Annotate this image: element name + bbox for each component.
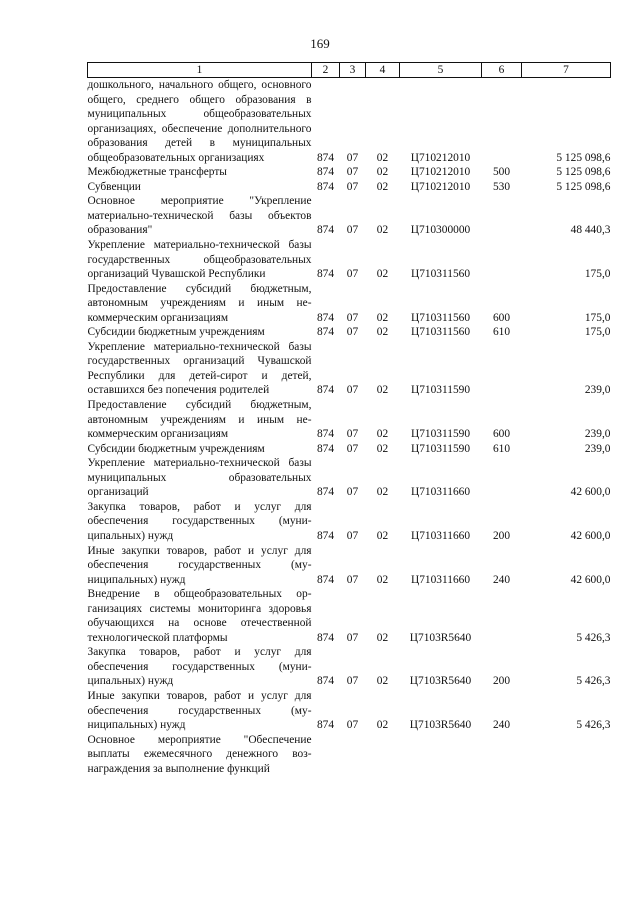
table-row xyxy=(88,194,611,238)
table-row xyxy=(88,165,611,180)
row-name-cell: Основное мероприятие "Обеспечение выплаты ежемесячного денежного вознаграждения за выполнение функций xyxy=(87,733,312,775)
ministry-code-cell: 874 xyxy=(316,311,335,324)
subsection-code-cell: 02 xyxy=(376,675,389,688)
column-header: 4 xyxy=(366,63,400,78)
ministry-code-cell: 874 xyxy=(316,675,335,688)
subsection-code-cell: 02 xyxy=(376,151,389,164)
expense-type-cell xyxy=(482,238,522,282)
expense-type-cell xyxy=(482,78,522,166)
amount-cell: 5 125 098,6 xyxy=(556,166,611,179)
ministry-code-cell: 874 xyxy=(316,384,335,397)
table-row xyxy=(88,645,611,689)
target-article-cell: Ц710311560 xyxy=(410,311,471,324)
table-row xyxy=(88,689,611,733)
table-row xyxy=(88,238,611,282)
amount-cell: 175,0 xyxy=(584,326,611,339)
subsection-code-cell: 02 xyxy=(376,180,389,193)
row-name-cell: Укрепление материально-технической базы государственных организаций Чувашской Республики для детей-сирот и детей, оставшихся без попечения родителей xyxy=(87,340,312,397)
target-article-cell: Ц710311560 xyxy=(410,326,471,339)
column-header: 3 xyxy=(340,63,366,78)
expense-type-cell xyxy=(482,587,522,645)
amount-cell: 5 426,3 xyxy=(576,719,611,732)
amount-cell: 5 426,3 xyxy=(576,631,611,644)
ministry-code-cell: 874 xyxy=(316,224,335,237)
amount-cell: 42 600,0 xyxy=(570,529,611,542)
row-name-cell: Укрепление материально-технической базы государственных общеобразовательных организаций Чувашской Республики xyxy=(87,239,312,281)
subsection-code-cell: 02 xyxy=(376,268,389,281)
ministry-code-cell: 874 xyxy=(316,180,335,193)
target-article-cell: Ц710311590 xyxy=(410,428,471,441)
expense-type-cell: 610 xyxy=(492,326,511,339)
section-code-cell: 07 xyxy=(346,719,359,732)
row-name-cell: Внедрение в общеобразовательных организациях системы мониторинга здоровья обучающихся на основе отечественной технологической платформы xyxy=(87,588,312,644)
expense-type-cell xyxy=(482,733,522,777)
target-article-cell: Ц7103R5640 xyxy=(409,675,472,688)
section-code-cell: 07 xyxy=(346,180,359,193)
ministry-code-cell: 874 xyxy=(316,631,335,644)
expense-type-cell xyxy=(482,456,522,500)
section-code-cell xyxy=(340,733,366,777)
subsection-code-cell: 02 xyxy=(376,166,389,179)
section-code-cell: 07 xyxy=(346,428,359,441)
amount-cell: 5 125 098,6 xyxy=(556,151,611,164)
section-code-cell: 07 xyxy=(346,486,359,499)
subsection-code-cell: 02 xyxy=(376,384,389,397)
row-name-cell: Субсидии бюджетным учреждениям xyxy=(87,442,265,455)
target-article-cell: Ц710311590 xyxy=(410,384,471,397)
table-row xyxy=(88,500,611,544)
section-code-cell: 07 xyxy=(346,268,359,281)
section-code-cell: 07 xyxy=(346,631,359,644)
column-header: 2 xyxy=(312,63,340,78)
table-row xyxy=(88,398,611,442)
column-header: 7 xyxy=(522,63,611,78)
target-article-cell: Ц7103R5640 xyxy=(409,631,472,644)
page-number: 169 xyxy=(310,36,330,51)
row-name-cell: Субвенции xyxy=(87,180,141,193)
expense-type-cell: 610 xyxy=(492,442,511,455)
section-code-cell: 07 xyxy=(346,151,359,164)
table-row xyxy=(88,78,611,166)
row-name-cell: дошкольного, начального общего, основного общего, среднего общего образования в муниципальных общеобразовательных организациях, обеспечение дополнительного образования детей в муниципальных общеобразовательных организациях xyxy=(87,79,312,164)
expense-type-cell: 500 xyxy=(492,166,511,179)
amount-cell: 239,0 xyxy=(584,384,611,397)
target-article-cell: Ц710212010 xyxy=(410,180,471,193)
amount-cell: 5 426,3 xyxy=(576,675,611,688)
row-name-cell: Укрепление материально-технической базы муниципальных образовательных организаций xyxy=(87,457,312,499)
row-name-cell: Предоставление субсидий бюджетным, автономным учреждениям и иным некоммерческим организациям xyxy=(87,282,312,324)
expense-type-cell xyxy=(482,340,522,398)
ministry-code-cell: 874 xyxy=(316,326,335,339)
table-row xyxy=(88,442,611,457)
amount-cell: 48 440,3 xyxy=(570,224,611,237)
target-article-cell: Ц710300000 xyxy=(410,224,471,237)
section-code-cell: 07 xyxy=(346,675,359,688)
budget-table xyxy=(87,62,611,776)
column-header: 5 xyxy=(400,63,482,78)
target-article-cell: Ц710311660 xyxy=(410,529,471,542)
ministry-code-cell: 874 xyxy=(316,428,335,441)
subsection-code-cell: 02 xyxy=(376,428,389,441)
expense-type-cell: 600 xyxy=(492,311,511,324)
subsection-code-cell: 02 xyxy=(376,573,389,586)
expense-type-cell: 240 xyxy=(492,719,511,732)
table-row xyxy=(88,587,611,645)
amount-cell: 239,0 xyxy=(584,442,611,455)
section-code-cell: 07 xyxy=(346,384,359,397)
row-name-cell: Закупка товаров, работ и услуг для обеспечения государственных (муниципальных) нужд xyxy=(87,646,312,688)
ministry-code-cell: 874 xyxy=(316,573,335,586)
subsection-code-cell: 02 xyxy=(376,224,389,237)
column-header: 1 xyxy=(88,63,312,78)
table-header-row xyxy=(88,63,611,78)
table-row xyxy=(88,340,611,398)
ministry-code-cell: 874 xyxy=(316,486,335,499)
amount-cell: 5 125 098,6 xyxy=(556,180,611,193)
subsection-code-cell: 02 xyxy=(376,326,389,339)
table-row xyxy=(88,325,611,340)
target-article-cell: Ц710212010 xyxy=(410,151,471,164)
ministry-code-cell: 874 xyxy=(316,529,335,542)
subsection-code-cell: 02 xyxy=(376,486,389,499)
ministry-code-cell: 874 xyxy=(316,442,335,455)
ministry-code-cell: 874 xyxy=(316,719,335,732)
ministry-code-cell: 874 xyxy=(316,151,335,164)
column-header: 6 xyxy=(482,63,522,78)
amount-cell: 175,0 xyxy=(584,268,611,281)
table-row xyxy=(88,544,611,588)
row-name-cell: Иные закупки товаров, работ и услуг для обеспечения государственных (муниципальных) нужд xyxy=(87,689,312,732)
subsection-code-cell: 02 xyxy=(376,719,389,732)
row-name-cell: Иные закупки товаров, работ и услуг для обеспечения государственных (муниципальных) нужд xyxy=(87,544,312,586)
subsection-code-cell xyxy=(366,733,400,777)
amount-cell: 42 600,0 xyxy=(570,486,611,499)
expense-type-cell: 200 xyxy=(492,675,511,688)
row-name-cell: Межбюджетные трансферты xyxy=(87,166,227,179)
row-name-cell: Основное мероприятие "Укрепление материально-технической базы объектов образования" xyxy=(87,195,312,237)
amount-cell xyxy=(522,733,611,777)
section-code-cell: 07 xyxy=(346,326,359,339)
table-row xyxy=(88,180,611,195)
ministry-code-cell: 874 xyxy=(316,166,335,179)
target-article-cell: Ц7103R5640 xyxy=(409,719,472,732)
row-name-cell: Предоставление субсидий бюджетным, автономным учреждениям и иным некоммерческим организациям xyxy=(87,399,312,441)
target-article-cell: Ц710212010 xyxy=(410,166,471,179)
row-name-cell: Субсидии бюджетным учреждениям xyxy=(87,326,265,339)
target-article-cell: Ц710311590 xyxy=(410,442,471,455)
section-code-cell: 07 xyxy=(346,166,359,179)
amount-cell: 175,0 xyxy=(584,311,611,324)
table-row xyxy=(88,282,611,326)
ministry-code-cell: 874 xyxy=(316,268,335,281)
target-article-cell: Ц710311660 xyxy=(410,486,471,499)
expense-type-cell xyxy=(482,194,522,238)
subsection-code-cell: 02 xyxy=(376,529,389,542)
subsection-code-cell: 02 xyxy=(376,442,389,455)
section-code-cell: 07 xyxy=(346,442,359,455)
subsection-code-cell: 02 xyxy=(376,631,389,644)
table-row xyxy=(88,733,611,777)
expense-type-cell: 200 xyxy=(492,529,511,542)
section-code-cell: 07 xyxy=(346,311,359,324)
row-name-cell: Закупка товаров, работ и услуг для обеспечения государственных (муниципальных) нужд xyxy=(87,500,312,542)
amount-cell: 42 600,0 xyxy=(570,573,611,586)
expense-type-cell: 600 xyxy=(492,428,511,441)
amount-cell: 239,0 xyxy=(584,428,611,441)
expense-type-cell: 530 xyxy=(492,180,511,193)
expense-type-cell: 240 xyxy=(492,573,511,586)
target-article-cell: Ц710311660 xyxy=(410,573,471,586)
section-code-cell: 07 xyxy=(346,573,359,586)
target-article-cell xyxy=(400,733,482,777)
section-code-cell: 07 xyxy=(346,529,359,542)
ministry-code-cell xyxy=(312,733,340,777)
section-code-cell: 07 xyxy=(346,224,359,237)
subsection-code-cell: 02 xyxy=(376,311,389,324)
target-article-cell: Ц710311560 xyxy=(410,268,471,281)
table-row xyxy=(88,456,611,500)
